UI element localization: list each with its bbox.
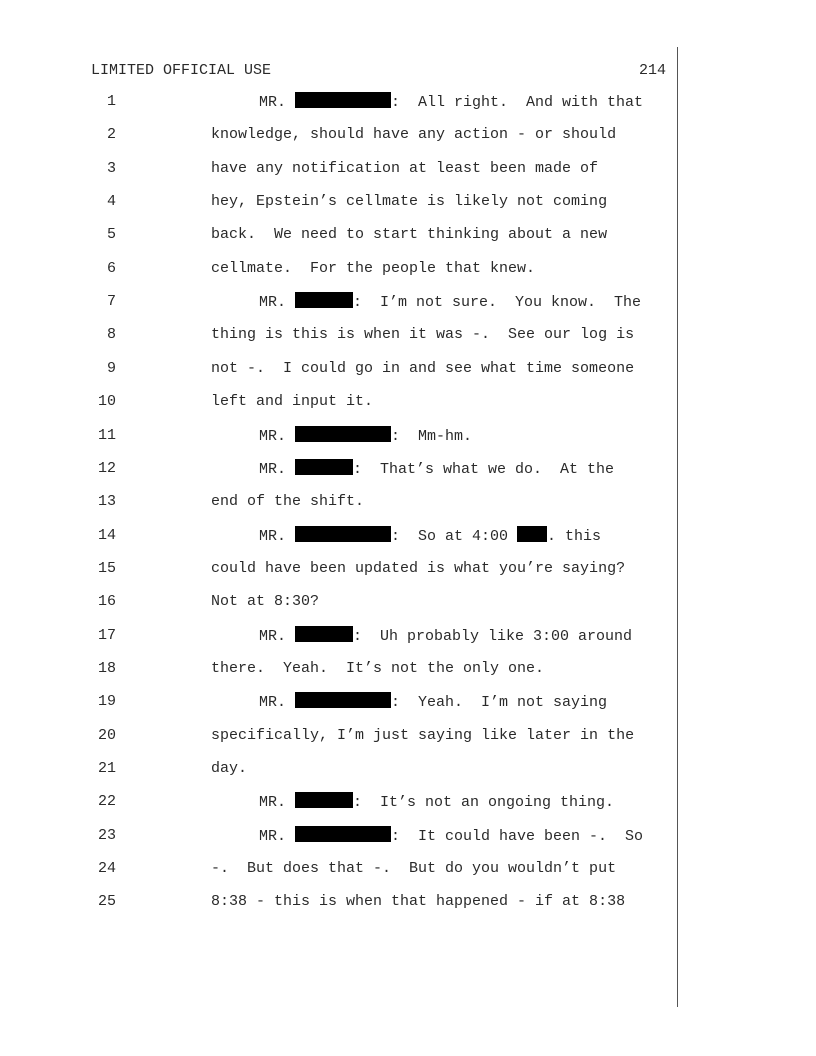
text-segment: day.: [211, 760, 248, 777]
line-text: [211, 559, 625, 579]
line-text: [211, 159, 598, 179]
line-number: 13: [97, 493, 116, 511]
line-number: 14: [97, 526, 116, 544]
text-segment: cellmate. For the people that knew.: [211, 259, 536, 277]
text-segment: : Mm-hm.: [391, 427, 473, 445]
line-text: [259, 92, 643, 113]
line-text: [211, 859, 616, 879]
text-segment: 8:38 - this is when that happened - if at 8:38: [211, 893, 626, 911]
text-segment: MR.: [259, 527, 296, 545]
text-segment: knowledge, should have any action - or should: [211, 126, 617, 144]
line-number: 25: [97, 893, 116, 911]
text-segment: MR.: [259, 627, 296, 645]
redaction-box: [295, 826, 391, 842]
redaction-box: [295, 459, 353, 475]
line-number: 15: [97, 559, 116, 577]
redaction-box: [295, 426, 391, 442]
redaction-box: [517, 526, 547, 542]
text-segment: : It could have been -. So: [391, 827, 644, 845]
line-number: 11: [97, 426, 116, 444]
line-text: [211, 759, 247, 779]
text-segment: left and input it.: [211, 393, 374, 411]
text-segment: : I’m not sure. You know. The: [353, 294, 642, 312]
text-segment: MR.: [259, 94, 296, 111]
line-text: [211, 492, 364, 512]
line-text: [211, 192, 607, 212]
line-number: 2: [106, 126, 116, 144]
line-number: 6: [106, 259, 116, 277]
text-segment: have any notification at least been made of: [211, 159, 599, 177]
line-text: [211, 325, 634, 345]
text-segment: : So at 4:00: [391, 527, 518, 545]
text-segment: specifically, I’m just saying like later in the: [211, 726, 635, 744]
page-number: 214: [638, 62, 666, 79]
text-segment: not -. I could go in and see what time someone: [211, 359, 635, 377]
text-segment: hey, Epstein’s cellmate is likely not coming: [211, 193, 608, 211]
redaction-box: [295, 792, 353, 808]
text-segment: MR.: [259, 794, 296, 812]
line-number: 22: [97, 793, 116, 811]
text-segment: MR.: [259, 694, 296, 712]
text-segment: : Uh probably like 3:00 around: [353, 627, 633, 645]
redaction-box: [295, 292, 353, 308]
line-text: [211, 892, 625, 912]
text-segment: : That’s what we do. At the: [353, 460, 615, 478]
line-text: [211, 259, 535, 279]
line-text: [259, 692, 607, 713]
line-text: [211, 125, 616, 145]
line-text: [259, 792, 614, 813]
line-number: 5: [106, 226, 116, 244]
line-text: [259, 459, 614, 480]
line-number: 16: [97, 593, 116, 611]
redaction-box: [295, 526, 391, 542]
line-text: [259, 526, 601, 547]
text-segment: MR.: [259, 427, 296, 445]
line-text: [259, 292, 641, 313]
line-number: 10: [97, 393, 116, 411]
line-text: [211, 359, 634, 379]
line-text: [211, 392, 373, 412]
line-number: 17: [97, 626, 116, 644]
line-text: [211, 225, 607, 245]
line-number: 8: [106, 326, 116, 344]
line-number: 12: [97, 459, 116, 477]
line-number: 23: [97, 826, 116, 844]
text-segment: end of the shift.: [211, 493, 365, 511]
line-number: 4: [106, 193, 116, 211]
line-text: [259, 826, 643, 847]
line-number: 7: [106, 293, 116, 311]
line-number: 20: [97, 726, 116, 744]
header-classification: LIMITED OFFICIAL USE: [91, 62, 272, 79]
line-text: [259, 426, 472, 447]
line-number: 9: [106, 359, 116, 377]
redaction-box: [295, 92, 391, 108]
text-segment: : It’s not an ongoing thing.: [353, 794, 615, 812]
line-number: 18: [97, 659, 116, 677]
text-segment: : Yeah. I’m not saying: [391, 694, 608, 712]
right-margin-rule: [677, 47, 678, 1007]
line-text: [211, 592, 319, 612]
text-segment: thing is this is when it was -. See our log is: [211, 326, 635, 344]
text-segment: Not at 8:30?: [211, 593, 320, 611]
line-number: 3: [106, 159, 116, 177]
line-text: [211, 659, 544, 679]
line-number: 24: [97, 860, 116, 878]
text-segment: MR.: [259, 460, 296, 478]
text-segment: : All right. And with that: [391, 94, 644, 111]
redaction-box: [295, 692, 391, 708]
text-segment: back. We need to start thinking about a new: [211, 226, 608, 244]
line-text: [211, 726, 634, 746]
text-segment: -. But does that -. But do you wouldn’t put: [211, 860, 617, 878]
line-number: 19: [97, 693, 116, 711]
text-segment: . this: [547, 527, 602, 545]
redaction-box: [295, 626, 353, 642]
text-segment: MR.: [259, 827, 296, 845]
text-segment: MR.: [259, 294, 296, 312]
line-text: [259, 626, 632, 647]
line-number: 21: [97, 760, 116, 777]
text-segment: there. Yeah. It’s not the only one.: [211, 659, 545, 677]
line-number: 1: [106, 93, 116, 110]
text-segment: could have been updated is what you’re saying?: [211, 559, 626, 577]
